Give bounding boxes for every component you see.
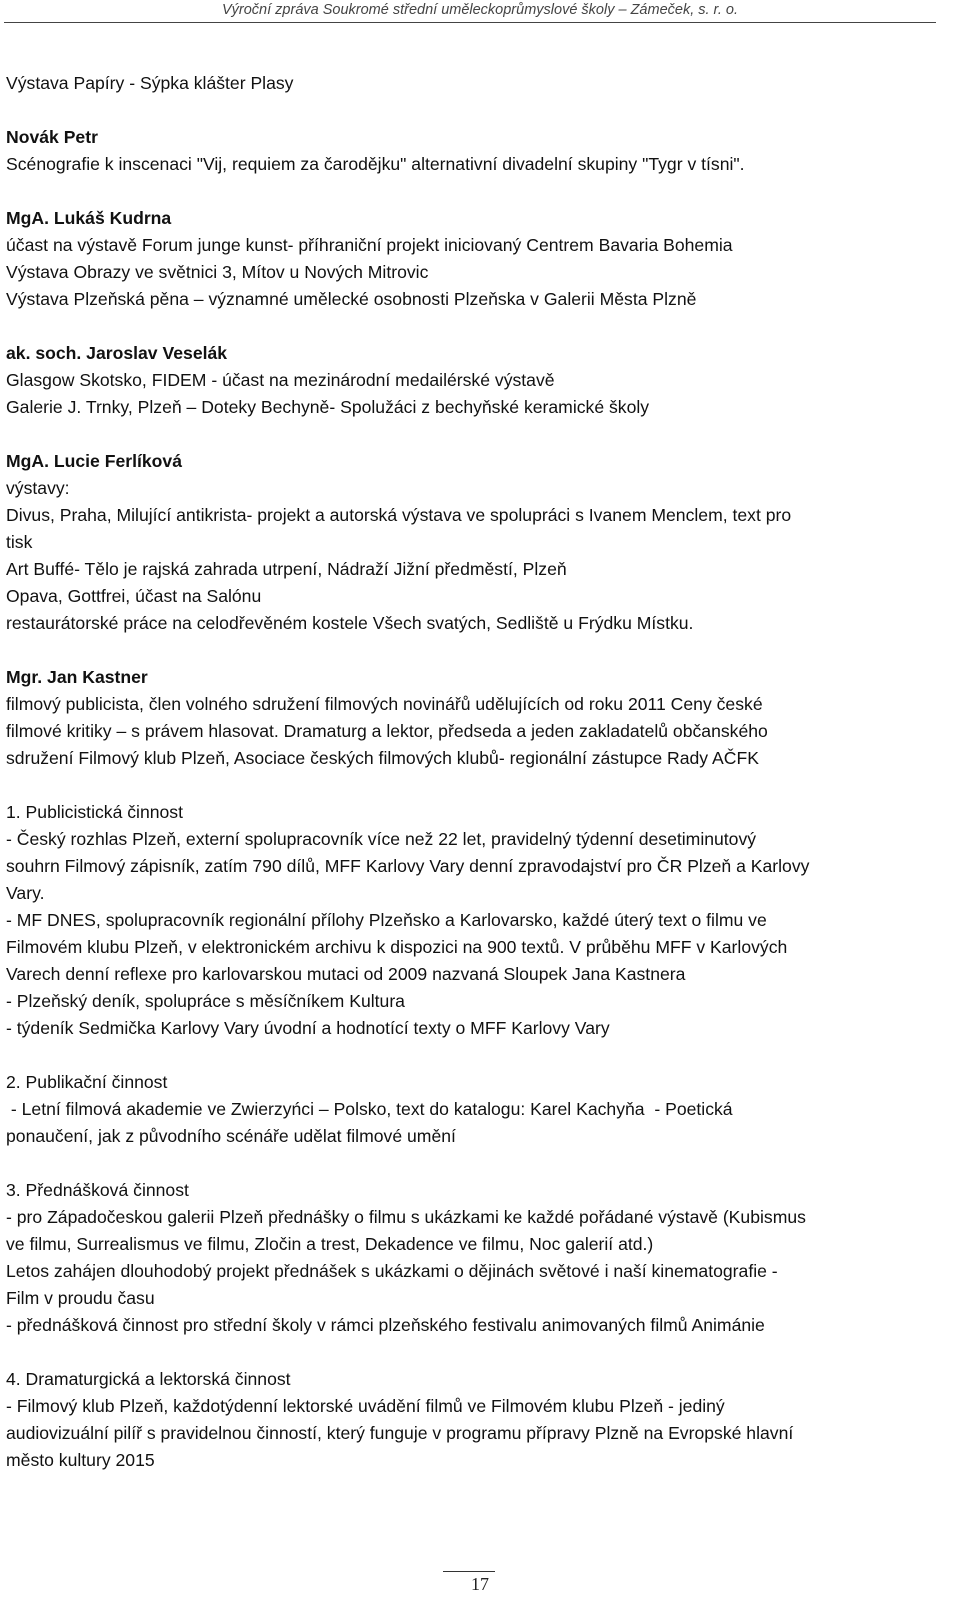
kastner-line-1: filmový publicista, člen volného sdružení filmových novinářů udělujících od roku 2011 Ceny české	[6, 694, 763, 714]
novak-name: Novák Petr	[6, 127, 98, 147]
publicisticka-line-8: - týdeník Sedmička Karlovy Vary úvodní a hodnotící texty o MFF Karlovy Vary	[6, 1018, 610, 1038]
publicisticka-line-4: - MF DNES, spolupracovník regionální přílohy Plzeňsko a Karlovarsko, každé úterý text o filmu ve	[6, 910, 767, 930]
publikacni-line-2: ponaučení, jak z původního scénáře udělat filmové umění	[6, 1126, 456, 1146]
kastner-line-3: sdružení Filmový klub Plzeň, Asociace českých filmových klubů- regionální zástupce Rady AČFK	[6, 748, 759, 768]
dramaturgicka-line-1: - Filmový klub Plzeň, každotýdenní lektorské uvádění filmů ve Filmovém klubu Plzeň - jediný	[6, 1396, 725, 1416]
dramaturgicka-line-3: město kultury 2015	[6, 1450, 155, 1470]
page-footer	[0, 1574, 960, 1595]
section-publikacni	[6, 1069, 936, 1150]
running-header-title: Výroční zpráva Soukromé střední uměleckoprůmyslové školy – Zámeček, s. r. o.	[221, 2, 739, 18]
veselak-line-2: Galerie J. Trnky, Plzeň – Doteky Bechyně- Spolužáci z bechyňské keramické školy	[6, 397, 650, 417]
dramaturgicka-line-2: audiovizuální pilíř s pravidelnou činností, který funguje v programu přípravy Plzně na Evropské hlavní	[6, 1423, 794, 1443]
novak-line-1: Scénografie k inscenaci "Vij, requiem za čarodějku" alternativní divadelní skupiny "Tygr v tísni".	[6, 154, 745, 174]
prednaskova-line-3: Letos zahájen dlouhodobý projekt přednášek s ukázkami o dějinách světové i naší kinematografie -	[6, 1261, 778, 1281]
plasy-line-1: Výstava Papíry - Sýpka klášter Plasy	[6, 73, 294, 93]
publicisticka-heading: 1. Publicistická činnost	[6, 802, 183, 822]
prednaskova-line-1: - pro Západočeskou galerii Plzeň přednášky o filmu s ukázkami ke každé pořádané výstavě (Kubismus	[6, 1207, 806, 1227]
ferlikova-line-4: Art Buffé- Tělo je rajská zahrada utrpení, Nádraží Jižní předměstí, Plzeň	[6, 559, 567, 579]
section-prednaskova	[6, 1177, 936, 1339]
publikacni-line-1: - Letní filmová akademie ve Zwierzyńci – Polsko, text do katalogu: Karel Kachyňa - Poetická	[6, 1099, 733, 1119]
ferlikova-name: MgA. Lucie Ferlíková	[6, 451, 182, 471]
publikacni-heading: 2. Publikační činnost	[6, 1072, 168, 1092]
kudrna-line-1: účast na výstavě Forum junge kunst- příhraniční projekt iniciovaný Centrem Bavaria Bohemia	[6, 235, 733, 255]
publicisticka-line-2: souhrn Filmový zápisník, zatím 790 dílů, MFF Karlovy Vary denní zpravodajství pro ČR Plzeň a Karlovy	[6, 856, 810, 876]
publicisticka-line-5: Filmovém klubu Plzeň, v elektronickém archivu k dispozici na 900 textů. V průběhu MFF v Karlových	[6, 937, 788, 957]
section-veselak	[6, 340, 936, 421]
header-divider	[4, 22, 936, 23]
section-dramaturgicka	[6, 1366, 936, 1474]
page-body	[6, 70, 936, 1474]
prednaskova-heading: 3. Přednášková činnost	[6, 1180, 189, 1200]
footer-divider	[443, 1571, 495, 1572]
veselak-name: ak. soch. Jaroslav Veselák	[6, 343, 228, 363]
prednaskova-line-5: - přednášková činnost pro střední školy v rámci plzeňského festivalu animovaných filmů Animánie	[6, 1315, 765, 1335]
publicisticka-line-7: - Plzeňský deník, spolupráce s měsíčníkem Kultura	[6, 991, 405, 1011]
section-novak	[6, 124, 936, 178]
prednaskova-line-2: ve filmu, Surrealismus ve filmu, Zločin a trest, Dekadence ve filmu, Noc galerií atd.)	[6, 1234, 654, 1254]
publicisticka-line-6: Varech denní reflexe pro karlovarskou mutaci od 2009 nazvaná Sloupek Jana Kastnera	[6, 964, 686, 984]
veselak-line-1: Glasgow Skotsko, FIDEM - účast na mezinárodní medailérské výstavě	[6, 370, 555, 390]
ferlikova-line-5: Opava, Gottfrei, účast na Salónu	[6, 586, 262, 606]
ferlikova-line-3: tisk	[6, 532, 33, 552]
kastner-name: Mgr. Jan Kastner	[6, 667, 148, 687]
publicisticka-line-1: - Český rozhlas Plzeň, externí spolupracovník více než 22 let, pravidelný týdenní desetiminutový	[6, 829, 757, 849]
ferlikova-line-6: restaurátorské práce na celodřevěném kostele Všech svatých, Sedliště u Frýdku Místku.	[6, 613, 694, 633]
section-ferlikova	[6, 448, 936, 637]
kudrna-line-3: Výstava Plzeňská pěna – významné umělecké osobnosti Plzeňska v Galerii Města Plzně	[6, 289, 697, 309]
prednaskova-line-4: Film v proudu času	[6, 1288, 155, 1308]
ferlikova-line-1: výstavy:	[6, 478, 70, 498]
publicisticka-line-3: Vary.	[6, 883, 45, 903]
kudrna-line-2: Výstava Obrazy ve světnici 3, Mítov u Nových Mitrovic	[6, 262, 429, 282]
section-publicisticka	[6, 799, 936, 1042]
page-number: 17	[471, 1574, 489, 1594]
kastner-line-2: filmové kritiky – s právem hlasovat. Dramaturg a lektor, předseda a jeden zakladatelů občanského	[6, 721, 768, 741]
dramaturgicka-heading: 4. Dramaturgická a lektorská činnost	[6, 1369, 291, 1389]
section-plasy	[6, 70, 936, 97]
kudrna-name: MgA. Lukáš Kudrna	[6, 208, 172, 228]
section-kudrna	[6, 205, 936, 313]
ferlikova-line-2: Divus, Praha, Milující antikrista- projekt a autorská výstava ve spolupráci s Ivanem Menclem, text pro	[6, 505, 792, 525]
section-kastner	[6, 664, 936, 772]
